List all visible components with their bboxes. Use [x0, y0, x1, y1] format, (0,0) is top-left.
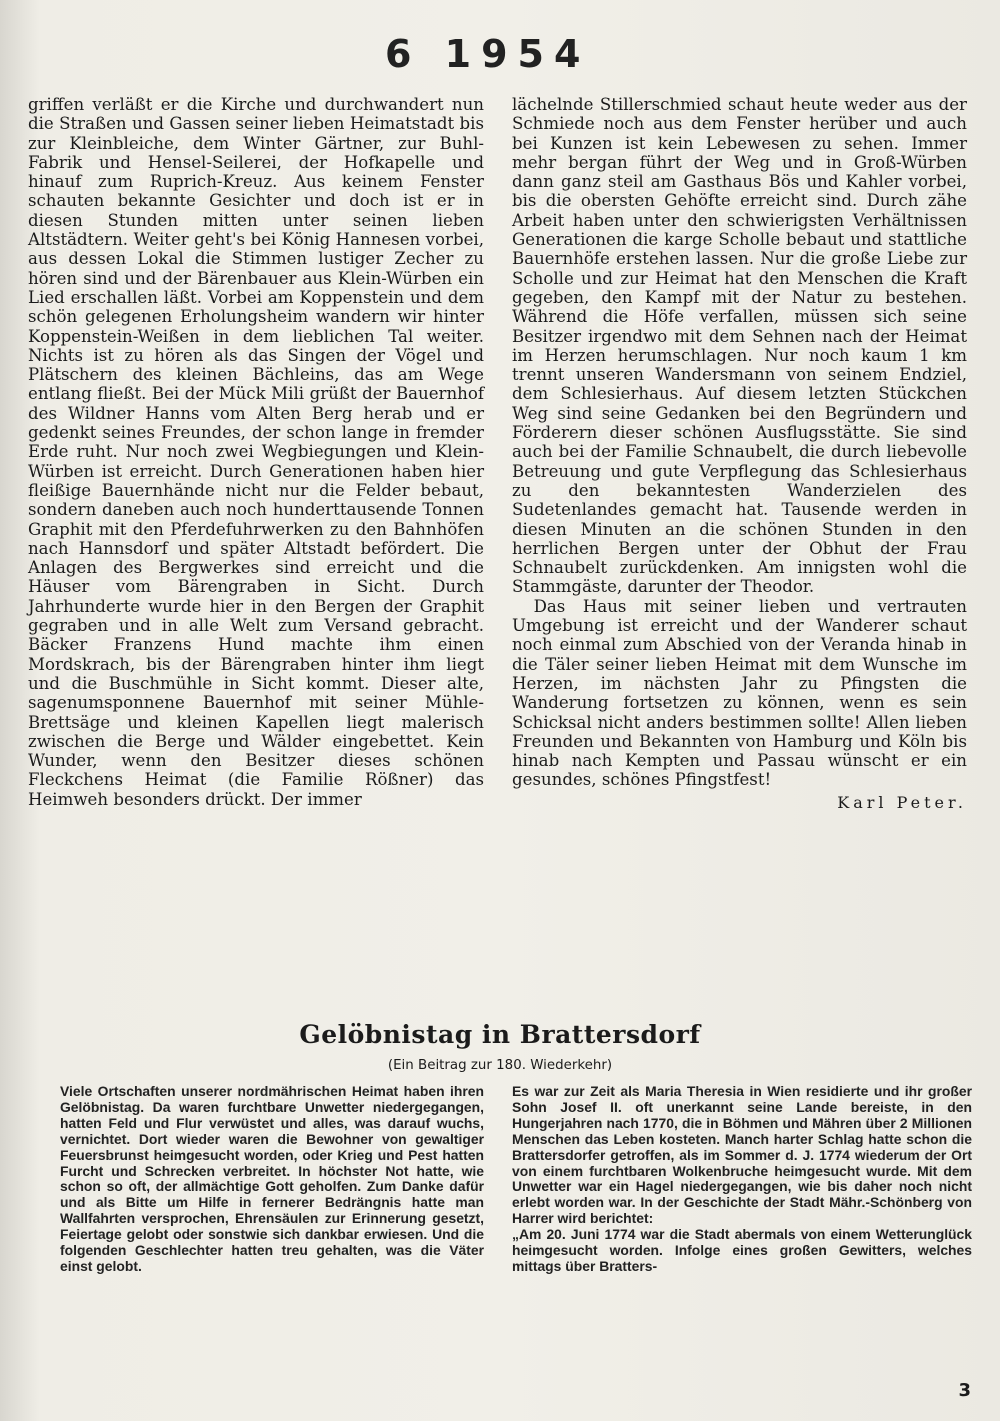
article-2-title: Gelöbnistag in Brattersdorf: [299, 1020, 701, 1049]
article-1-left-text: griffen verläßt er die Kirche und durchwandert nun die Straßen und Gassen seiner lieben Heimatstadt bis zur Kleinbleiche, dem Winter Gärtner, zur Buhl-Fabrik und Hensel-Seilerei, der Hofkapelle und hinauf zum Ruprich-Kreuz. Aus keinem Fenster schauten bekannte Gesichter und doch ist er in diesen Stunden mitten unter seinen lieben Altstädtern. Weiter geht's bei König Hannesen vorbei, aus dessen Lokal die Stimmen lustiger Zecher zu hören sind und der Bärenbauer aus Klein-Würben ein Lied erschallen läßt. Vorbei am Koppenstein und dem schön gelegenen Erholungsheim wandern wir hinter Koppenstein-Weißen in dem lieblichen Tal weiter. Nichts ist zu hören als das Singen der Vögel und Plätschern des kleinen Bächleins, das am Wege entlang fließt. Bei der Mück Mili grüßt der Bauernhof des Wildner Hanns vom Alten Berg herab und er gedenkt seines Freundes, der schon lange in fremder Erde ruht. Nur noch zwei Wegbiegungen und Klein-Würben ist erreicht. Durch Generationen haben hier fleißige Bauernhände nicht nur die Felder bebaut, sondern daneben auch noch hunderttausende Tonnen Graphit mit den Pferdefuhrwerken zu den Bahnhöfen nach Hannsdorf und später Altstadt befördert. Die Anlagen des Bergwerkes sind erreicht und die Häuser vom Bärengraben in Sicht. Durch Jahrhunderte wurde hier in den Bergen der Graphit gegraben und in alle Welt zum Versand gebracht. Bäcker Franzens Hund machte ihm einen Mordskrach, bis der Bärengraben hinter ihm liegt und die Buschmühle in Sicht kommt. Dieser alte, sagenumsponnene Bauernhof mit seiner Mühle-Brettsäge und kleinen Kapellen liegt malerisch zwischen die Berge und Wälder eingebettet. Kein Wunder, wenn den Besitzer dieses schönen Fleckchens Heimat (die Familie Rößner) das Heimweh besonders drückt. Der immer: [28, 95, 484, 809]
article-1-right-paragraph-2: Das Haus mit seiner lieben und vertrauten Umgebung ist erreicht und der Wanderer schaut noch einmal zum Abschied von der Veranda hinab in die Täler seiner lieben Heimat mit dem Wunsche im Herzen, im nächsten Jahr zu Pfingsten die Wanderung fortsetzen zu können, wenn es sein Schicksal nicht anders bestimmen sollte! Allen lieben Freunden und Bekannten von Hamburg und Köln bis hinab nach Kempten und Passau wünscht er ein gesundes, schönes Pfingstfest!: [512, 596, 967, 790]
page-number: 3: [958, 1380, 971, 1401]
article-2-subtitle: (Ein Beitrag zur 180. Wiederkehr): [387, 1058, 613, 1073]
article-2-right-paragraph-1: Es war zur Zeit als Maria Theresia in Wien residierte und ihr großer Sohn Josef II. oft unerkannt seine Lande bereiste, in den Hungerjahren nach 1770, die in Böhmen und Mähren über 2 Millionen Menschen das Leben kosteten. Manch harter Schlag hatte schon die Brattersdorfer getroffen, als im Sommer d. J. 1774 wiederum der Ort von einem furchtbaren Wolkenbruche heimgesucht wurde. Mit dem Unwetter war ein Hagel niedergegangen, wie bis daher noch nicht erlebt worden war. In der Geschichte der Stadt Mähr.-Schönberg von Harrer wird berichtet:: [512, 1083, 972, 1227]
article-1-right-paragraph-1: lächelnde Stillerschmied schaut heute weder aus der Schmiede noch aus dem Fenster herüber und auch bei Kunzen ist kein Lebewesen zu sehen. Immer mehr bergan führt der Weg und in Groß-Würben dann ganz steil am Gasthaus Bös und Kahler vorbei, bis die obersten Gehöfte erreicht sind. Durch zähe Arbeit haben unter den schwierigsten Verhältnissen Generationen die karge Scholle bebaut und stattliche Bauernhöfe erstehen lassen. Nur die große Liebe zur Scholle und zur Heimat hat den Menschen die Kraft gegeben, den Kampf mit der Natur zu bestehen. Während die Höfe verfallen, müssen sich seine Besitzer irgendwo mit dem Sehnen nach der Heimat im Herzen herumschlagen. Nur noch kaum 1 km trennt unseren Wandersmann von seinem Endziel, dem Schlesierhaus. Auf diesem letzten Stückchen Weg sind seine Gedanken bei den Begründern und Förderern dieser schönen Ausflugsstätte. Sie sind auch bei der Familie Schnaubelt, die durch liebevolle Betreuung und gute Verpflegung das Schlesierhaus zu den bekanntesten Wanderzielen des Sudetenlandes gemacht hat. Tausende werden in diesen Minuten an die schönen Stunden in den herrlichen Bergen unter der Obhut der Frau Schnaubelt zurückdenken. Am innigsten wohl die Stammgäste, darunter der Theodor.: [512, 95, 967, 597]
article-2-right-paragraph-2: „Am 20. Juni 1774 war die Stadt abermals von einem Wetterunglück heimgesucht worden. Infolge eines großen Gewitters, welches mittags über Bratters-: [512, 1226, 972, 1274]
issue-stamp: 6 1954: [385, 32, 591, 76]
article-2-left-text: Viele Ortschaften unserer nordmährischen Heimat haben ihren Gelöbnistag. Da waren furchtbare Unwetter niedergegangen, hatten Feld und Flur verwüstet und alles, was darauf wuchs, vernichtet. Dort wieder waren die Bewohner von gewaltiger Feuersbrunst heimgesucht worden, oder Krieg und Pest hatten Furcht und Schrecken verbreitet. In höchster Not hatte, wie schon so oft, der allmächtige Gott geholfen. Zum Danke dafür und als Bitte um Hilfe in fernerer Bedrängnis hatte man Wallfahrten versprochen, Ehrensäulen zur Erinnerung gesetzt, Feiertage gelobt oder sonstwie sich dankbar erwiesen. Und die folgenden Geschlechter hatten treu gehalten, was die Väter einst gelobt.: [60, 1083, 484, 1274]
article-2-left-column: [60, 1084, 484, 1275]
article-1-left-column: [28, 95, 484, 809]
article-1-author: Karl Peter.: [837, 792, 967, 812]
article-2-right-column: [512, 1084, 972, 1275]
article-1-right-column: [512, 95, 967, 812]
